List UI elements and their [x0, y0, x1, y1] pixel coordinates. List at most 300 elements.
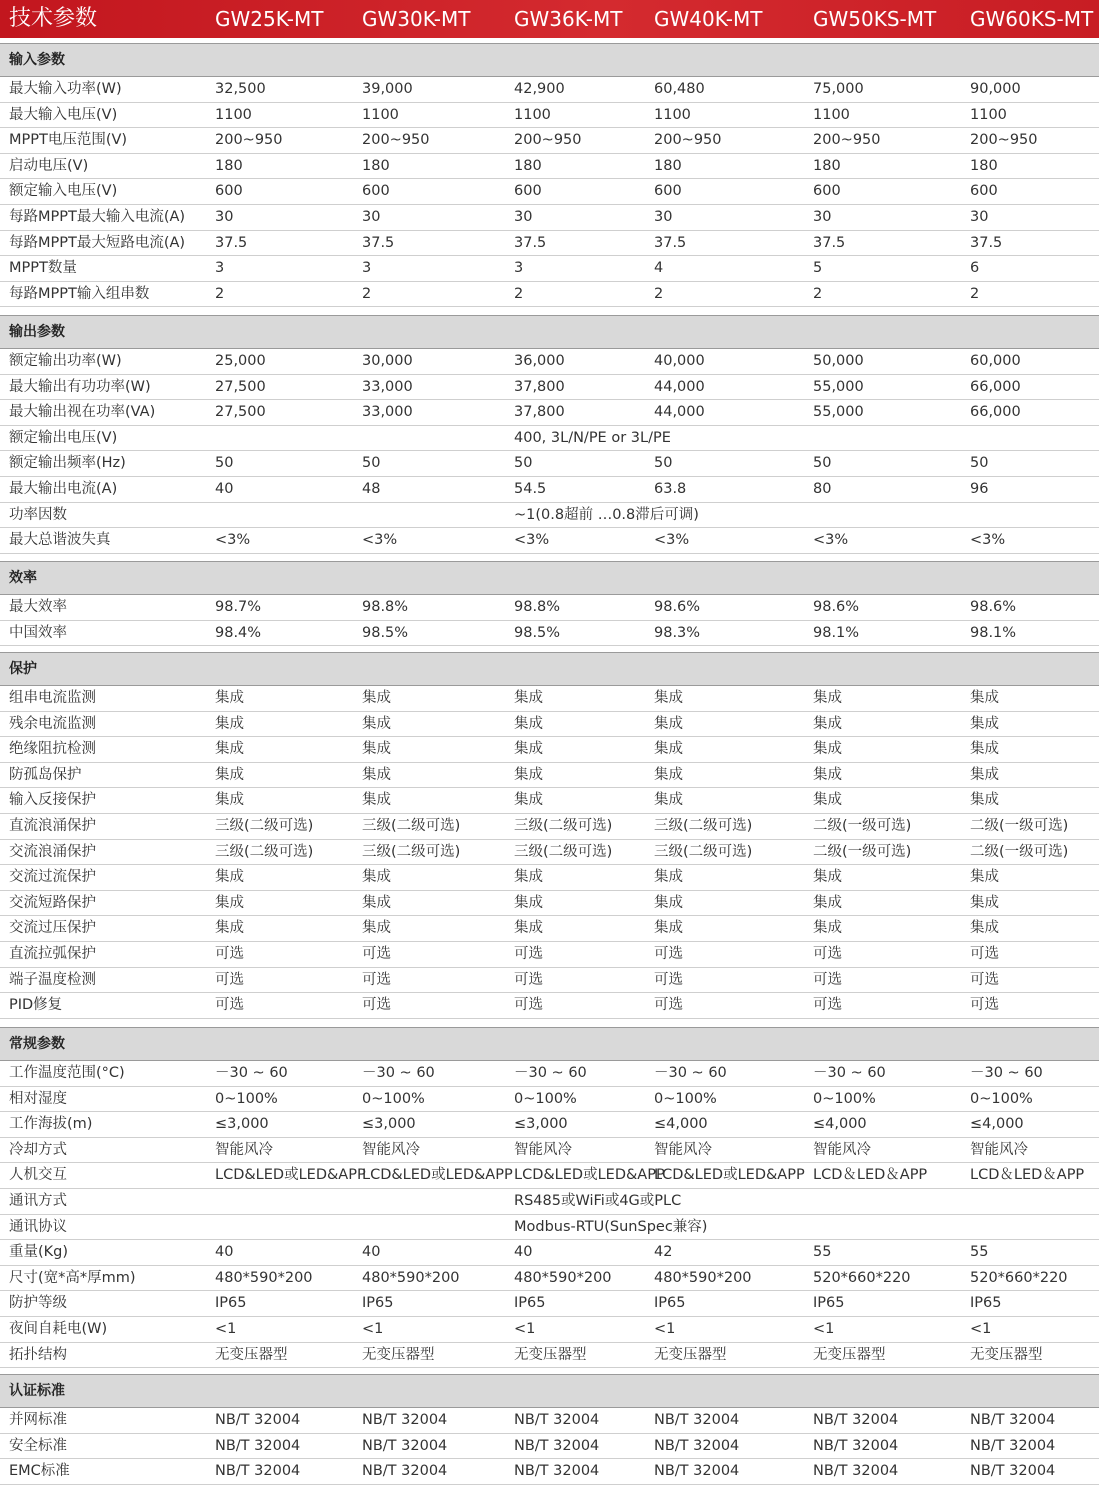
- row-value: LCD&LED或LED&APP: [654, 1167, 805, 1184]
- row-value: 50,000: [813, 353, 864, 369]
- row-value: 200~950: [813, 132, 881, 149]
- row-value: <1: [215, 1321, 237, 1337]
- row-value: 98.1%: [970, 624, 1017, 641]
- row-value: 集成: [514, 766, 543, 783]
- table-row: [0, 1266, 1099, 1292]
- row-value: IP65: [654, 1295, 686, 1312]
- row-value: －30 ~ 60: [514, 1065, 587, 1081]
- row-value: 98.7%: [215, 599, 262, 615]
- row-value: 37.5: [514, 234, 547, 251]
- row-value-merged: RS485或WiFi或4G或PLC: [514, 1193, 682, 1209]
- row-value: 集成: [813, 869, 842, 886]
- section-title: 认证标准: [9, 1383, 65, 1399]
- row-value: 63.8: [654, 481, 687, 497]
- row-value: 480*590*200: [362, 1269, 460, 1286]
- row-value: 75,000: [813, 81, 864, 97]
- table-title: 技术参数: [9, 6, 98, 31]
- row-value: 集成: [970, 894, 999, 911]
- section-title: 输入参数: [9, 52, 65, 68]
- row-value: IP65: [813, 1295, 845, 1312]
- row-value: 90,000: [970, 81, 1021, 97]
- row-label: 安全标准: [9, 1437, 67, 1454]
- row-value: 集成: [813, 792, 842, 809]
- row-value: LCD&LED或LED&APP: [215, 1167, 366, 1184]
- row-value: 3: [215, 260, 225, 277]
- section-header: [0, 43, 1099, 77]
- section-header: [0, 1374, 1099, 1408]
- row-label: 重量(Kg): [9, 1244, 69, 1261]
- row-value: 520*660*220: [813, 1269, 911, 1286]
- row-value: 可选: [514, 971, 543, 988]
- row-value: 无变压器型: [215, 1346, 288, 1363]
- row-label: 相对湿度: [9, 1090, 67, 1107]
- row-value: 98.6%: [654, 599, 701, 615]
- row-value: NB/T 32004: [970, 1437, 1056, 1454]
- row-value: 可选: [654, 997, 683, 1014]
- row-value: 98.4%: [215, 624, 262, 641]
- row-value: 44,000: [654, 378, 705, 395]
- table-row: [0, 686, 1099, 712]
- row-value: 集成: [514, 741, 543, 758]
- row-label: 额定输出电压(V): [9, 429, 118, 446]
- row-label: 最大输入功率(W): [9, 81, 122, 97]
- row-value: 智能风冷: [362, 1141, 420, 1158]
- row-value: 30: [215, 209, 234, 225]
- row-value: 50: [813, 455, 832, 472]
- row-label: 最大输入电压(V): [9, 106, 118, 123]
- row-label: 交流过压保护: [9, 920, 96, 937]
- row-value: 智能风冷: [514, 1141, 572, 1158]
- row-label: 冷却方式: [9, 1141, 67, 1158]
- table-row: [0, 788, 1099, 814]
- row-value: 1100: [215, 106, 252, 123]
- row-value: NB/T 32004: [215, 1437, 301, 1454]
- row-label: 交流浪涌保护: [9, 843, 96, 860]
- row-value: 98.6%: [970, 599, 1017, 615]
- row-value: 2: [654, 285, 664, 302]
- table-header-bar: [0, 0, 1099, 38]
- table-row: [0, 103, 1099, 129]
- row-value: 180: [654, 157, 682, 174]
- row-label: 每路MPPT输入组串数: [9, 285, 150, 302]
- row-label: 最大输出有功功率(W): [9, 378, 151, 395]
- row-value: 50: [514, 455, 533, 472]
- row-value: IP65: [215, 1295, 247, 1312]
- row-value: NB/T 32004: [215, 1412, 301, 1428]
- row-value: 3: [514, 260, 524, 277]
- row-value: 集成: [514, 715, 543, 732]
- row-value: 可选: [215, 997, 244, 1014]
- row-value: 集成: [514, 792, 543, 809]
- row-value: 50: [654, 455, 673, 472]
- table-row: [0, 737, 1099, 763]
- row-label: 绝缘阻抗检测: [9, 741, 96, 758]
- row-value: 60,000: [970, 353, 1021, 369]
- section-title: 效率: [9, 570, 37, 586]
- row-value: 600: [970, 183, 998, 200]
- row-value: 37,800: [514, 378, 565, 395]
- row-label: 人机交互: [9, 1167, 67, 1184]
- row-label: 功率因数: [9, 506, 67, 523]
- row-value: 二级(一级可选): [813, 818, 912, 834]
- table-row: [0, 503, 1099, 529]
- row-label: 尺寸(宽*高*厚mm): [9, 1269, 136, 1286]
- row-value: 480*590*200: [654, 1269, 752, 1286]
- row-value: 集成: [362, 690, 391, 706]
- row-value: 0~100%: [215, 1090, 278, 1107]
- row-value: 集成: [970, 690, 999, 706]
- row-value: 可选: [813, 946, 842, 962]
- row-value: 集成: [970, 869, 999, 886]
- row-value: 80: [813, 481, 832, 497]
- table-row: [0, 1408, 1099, 1434]
- table-row: [0, 231, 1099, 257]
- row-value: IP65: [514, 1295, 546, 1312]
- table-row: [0, 1240, 1099, 1266]
- row-value: 集成: [970, 715, 999, 732]
- section-header: [0, 652, 1099, 686]
- row-value: <1: [362, 1321, 384, 1337]
- row-value: 集成: [813, 894, 842, 911]
- row-label: MPPT电压范围(V): [9, 132, 128, 149]
- row-value: NB/T 32004: [970, 1463, 1056, 1480]
- row-value: 50: [970, 455, 989, 472]
- row-value: 55,000: [813, 378, 864, 395]
- row-value: 40,000: [654, 353, 705, 369]
- row-label: 直流拉弧保护: [9, 946, 96, 962]
- row-value: 集成: [362, 766, 391, 783]
- row-value: 可选: [970, 971, 999, 988]
- row-value: 98.6%: [813, 599, 860, 615]
- row-value: IP65: [970, 1295, 1002, 1312]
- section-header: [0, 1027, 1099, 1061]
- row-value: 42,900: [514, 81, 565, 97]
- row-value: 37.5: [215, 234, 248, 251]
- row-value: 集成: [215, 741, 244, 758]
- table-row: [0, 1215, 1099, 1241]
- row-value: 可选: [813, 971, 842, 988]
- row-value: 1100: [514, 106, 551, 123]
- row-value: 可选: [362, 946, 391, 962]
- row-value: 二级(一级可选): [813, 843, 912, 860]
- row-label: PID修复: [9, 997, 63, 1014]
- row-value: IP65: [362, 1295, 394, 1312]
- row-value: 二级(一级可选): [970, 818, 1069, 834]
- row-value: NB/T 32004: [362, 1412, 448, 1428]
- row-value: ≤3,000: [514, 1116, 568, 1133]
- row-label: 启动电压(V): [9, 157, 89, 174]
- row-value: 三级(二级可选): [514, 843, 613, 860]
- row-value: 三级(二级可选): [215, 843, 314, 860]
- table-row: [0, 1343, 1099, 1369]
- row-value: 二级(一级可选): [970, 843, 1069, 860]
- row-value: 无变压器型: [514, 1346, 587, 1363]
- row-value: NB/T 32004: [654, 1437, 740, 1454]
- row-value: 98.8%: [514, 599, 561, 615]
- row-value: 智能风冷: [970, 1141, 1028, 1158]
- row-value: 32,500: [215, 81, 266, 97]
- row-value: NB/T 32004: [654, 1463, 740, 1480]
- row-value: 200~950: [514, 132, 582, 149]
- row-value: 66,000: [970, 404, 1021, 421]
- table-row: [0, 282, 1099, 308]
- table-row: [0, 400, 1099, 426]
- table-row: [0, 621, 1099, 647]
- row-value: 27,500: [215, 404, 266, 421]
- row-value: 集成: [514, 920, 543, 937]
- row-value: NB/T 32004: [514, 1412, 600, 1428]
- row-value: 集成: [514, 690, 543, 706]
- row-label: 并网标准: [9, 1412, 67, 1428]
- row-value: 集成: [654, 920, 683, 937]
- section-title: 常规参数: [9, 1036, 65, 1052]
- row-value: 98.5%: [514, 624, 561, 641]
- row-value: 6: [970, 260, 980, 277]
- row-value: 无变压器型: [813, 1346, 886, 1363]
- row-value: 180: [813, 157, 841, 174]
- row-label: 最大输出电流(A): [9, 481, 118, 497]
- row-value: 600: [813, 183, 841, 200]
- row-label: 额定输出功率(W): [9, 353, 122, 369]
- row-value: NB/T 32004: [362, 1437, 448, 1454]
- row-label: 防护等级: [9, 1295, 67, 1312]
- row-label: 组串电流监测: [9, 690, 96, 706]
- row-value: 集成: [215, 792, 244, 809]
- row-value: 集成: [362, 869, 391, 886]
- row-value: 集成: [215, 715, 244, 732]
- model-header: GW36K-MT: [514, 7, 623, 31]
- row-value: －30 ~ 60: [813, 1065, 886, 1081]
- row-value: －30 ~ 60: [215, 1065, 288, 1081]
- table-row: [0, 942, 1099, 968]
- row-value: 集成: [362, 715, 391, 732]
- row-value: 98.8%: [362, 599, 409, 615]
- row-label: 最大总谐波失真: [9, 532, 111, 549]
- row-value: 可选: [654, 946, 683, 962]
- row-value: 三级(二级可选): [514, 818, 613, 834]
- row-value: 集成: [215, 690, 244, 706]
- row-label: 工作温度范围(°C): [9, 1065, 125, 1081]
- row-label: 最大输出视在功率(VA): [9, 404, 156, 421]
- row-value: NB/T 32004: [813, 1412, 899, 1428]
- row-value: 集成: [215, 869, 244, 886]
- table-row: [0, 426, 1099, 452]
- table-row: [0, 179, 1099, 205]
- row-value: 集成: [654, 690, 683, 706]
- row-value: LCD&LED或LED&APP: [362, 1167, 513, 1184]
- row-value: 480*590*200: [215, 1269, 313, 1286]
- row-value: 0~100%: [813, 1090, 876, 1107]
- row-value: 40: [514, 1244, 533, 1261]
- row-value: ≤4,000: [813, 1116, 867, 1133]
- row-value: 4: [654, 260, 664, 277]
- row-value: 集成: [813, 920, 842, 937]
- row-value: ≤4,000: [654, 1116, 708, 1133]
- row-value: 1100: [362, 106, 399, 123]
- row-label: 夜间自耗电(W): [9, 1321, 108, 1337]
- row-value: 可选: [215, 971, 244, 988]
- row-value: 2: [215, 285, 225, 302]
- section-header: [0, 315, 1099, 349]
- row-label: 交流过流保护: [9, 869, 96, 886]
- row-value: LCD＆LED＆APP: [813, 1167, 928, 1184]
- row-value: 智能风冷: [654, 1141, 712, 1158]
- row-value: ≤3,000: [362, 1116, 416, 1133]
- row-value: 集成: [654, 741, 683, 758]
- table-row: [0, 477, 1099, 503]
- table-row: [0, 814, 1099, 840]
- row-value: 可选: [970, 997, 999, 1014]
- row-value: 集成: [215, 920, 244, 937]
- row-value: <1: [514, 1321, 536, 1337]
- row-label: 拓扑结构: [9, 1346, 67, 1363]
- row-value: <1: [970, 1321, 992, 1337]
- row-value: 集成: [514, 869, 543, 886]
- row-label: EMC标准: [9, 1463, 70, 1480]
- row-value: 30: [514, 209, 533, 225]
- row-value: NB/T 32004: [514, 1463, 600, 1480]
- row-value: 0~100%: [654, 1090, 717, 1107]
- row-value: 600: [215, 183, 243, 200]
- row-value: －30 ~ 60: [362, 1065, 435, 1081]
- row-value: <3%: [970, 532, 1006, 549]
- row-value: 36,000: [514, 353, 565, 369]
- row-value: 180: [215, 157, 243, 174]
- row-value-merged: ~1(0.8超前 …0.8滞后可调): [514, 506, 699, 523]
- row-value: 50: [362, 455, 381, 472]
- row-value: <1: [654, 1321, 676, 1337]
- row-value: 可选: [514, 946, 543, 962]
- row-value: 可选: [970, 946, 999, 962]
- row-value: 600: [654, 183, 682, 200]
- row-value: 200~950: [970, 132, 1038, 149]
- model-header: GW25K-MT: [215, 7, 324, 31]
- row-value: 集成: [813, 741, 842, 758]
- table-row: [0, 595, 1099, 621]
- row-value: 30: [970, 209, 989, 225]
- row-value: 55,000: [813, 404, 864, 421]
- row-value: 98.1%: [813, 624, 860, 641]
- table-row: [0, 840, 1099, 866]
- row-label: 输入反接保护: [9, 792, 96, 809]
- row-value: NB/T 32004: [654, 1412, 740, 1428]
- model-header: GW50KS-MT: [813, 7, 937, 31]
- row-value: 33,000: [362, 378, 413, 395]
- table-row: [0, 968, 1099, 994]
- row-value: 2: [813, 285, 823, 302]
- row-value: 集成: [970, 792, 999, 809]
- row-value: 60,480: [654, 81, 705, 97]
- row-value: 37.5: [970, 234, 1003, 251]
- row-value: 39,000: [362, 81, 413, 97]
- row-value: 三级(二级可选): [654, 843, 753, 860]
- table-row: [0, 205, 1099, 231]
- row-value: 480*590*200: [514, 1269, 612, 1286]
- table-row: [0, 891, 1099, 917]
- section-title: 保护: [9, 661, 37, 677]
- table-row: [0, 763, 1099, 789]
- row-value: 98.5%: [362, 624, 409, 641]
- row-label: 额定输入电压(V): [9, 183, 118, 200]
- table-row: [0, 256, 1099, 282]
- row-value: 44,000: [654, 404, 705, 421]
- row-value: <3%: [514, 532, 550, 549]
- row-label: MPPT数量: [9, 260, 77, 277]
- section-header: [0, 561, 1099, 595]
- row-value: 可选: [514, 997, 543, 1014]
- row-value: 0~100%: [362, 1090, 425, 1107]
- table-row: [0, 1061, 1099, 1087]
- row-value: 25,000: [215, 353, 266, 369]
- table-row: [0, 349, 1099, 375]
- row-value: 1100: [970, 106, 1007, 123]
- row-label: 工作海拔(m): [9, 1116, 93, 1133]
- row-value: 37.5: [362, 234, 395, 251]
- table-row: [0, 1434, 1099, 1460]
- row-value: 520*660*220: [970, 1269, 1068, 1286]
- row-value: <3%: [215, 532, 251, 549]
- row-value: 0~100%: [970, 1090, 1033, 1107]
- row-value: 集成: [970, 920, 999, 937]
- row-value: 30: [813, 209, 832, 225]
- row-value: 三级(二级可选): [362, 818, 461, 834]
- row-value: 180: [362, 157, 390, 174]
- row-value: NB/T 32004: [970, 1412, 1056, 1428]
- row-label: 防孤岛保护: [9, 766, 82, 783]
- row-value: 27,500: [215, 378, 266, 395]
- row-value: 200~950: [654, 132, 722, 149]
- row-value: 无变压器型: [970, 1346, 1043, 1363]
- row-value: 600: [362, 183, 390, 200]
- row-value: 集成: [970, 741, 999, 758]
- row-value: 集成: [654, 894, 683, 911]
- row-value: 集成: [215, 766, 244, 783]
- row-value: NB/T 32004: [813, 1463, 899, 1480]
- section-title: 输出参数: [9, 324, 65, 340]
- row-label: 通讯协议: [9, 1218, 67, 1235]
- row-value: 600: [514, 183, 542, 200]
- model-header: GW30K-MT: [362, 7, 471, 31]
- table-row: [0, 451, 1099, 477]
- table-row: [0, 128, 1099, 154]
- row-value: 可选: [215, 946, 244, 962]
- row-value: －30 ~ 60: [970, 1065, 1043, 1081]
- table-row: [0, 1163, 1099, 1189]
- row-value: 集成: [362, 792, 391, 809]
- row-value: 42: [654, 1244, 673, 1261]
- row-value: －30 ~ 60: [654, 1065, 727, 1081]
- row-value: 无变压器型: [362, 1346, 435, 1363]
- row-value: 30,000: [362, 353, 413, 369]
- row-value-merged: Modbus-RTU(SunSpec兼容): [514, 1218, 708, 1235]
- table-row: [0, 1291, 1099, 1317]
- row-label: 交流短路保护: [9, 894, 96, 911]
- row-label: 每路MPPT最大输入电流(A): [9, 209, 186, 225]
- row-value: 30: [654, 209, 673, 225]
- row-value: 1100: [813, 106, 850, 123]
- row-value: <3%: [362, 532, 398, 549]
- row-value: 37,800: [514, 404, 565, 421]
- row-value: 98.3%: [654, 624, 701, 641]
- row-value: 集成: [362, 920, 391, 937]
- row-value: 集成: [514, 894, 543, 911]
- row-value: 三级(二级可选): [362, 843, 461, 860]
- row-value: 33,000: [362, 404, 413, 421]
- row-value: 集成: [813, 715, 842, 732]
- table-row: [0, 993, 1099, 1019]
- table-row: [0, 1087, 1099, 1113]
- row-value: 200~950: [362, 132, 430, 149]
